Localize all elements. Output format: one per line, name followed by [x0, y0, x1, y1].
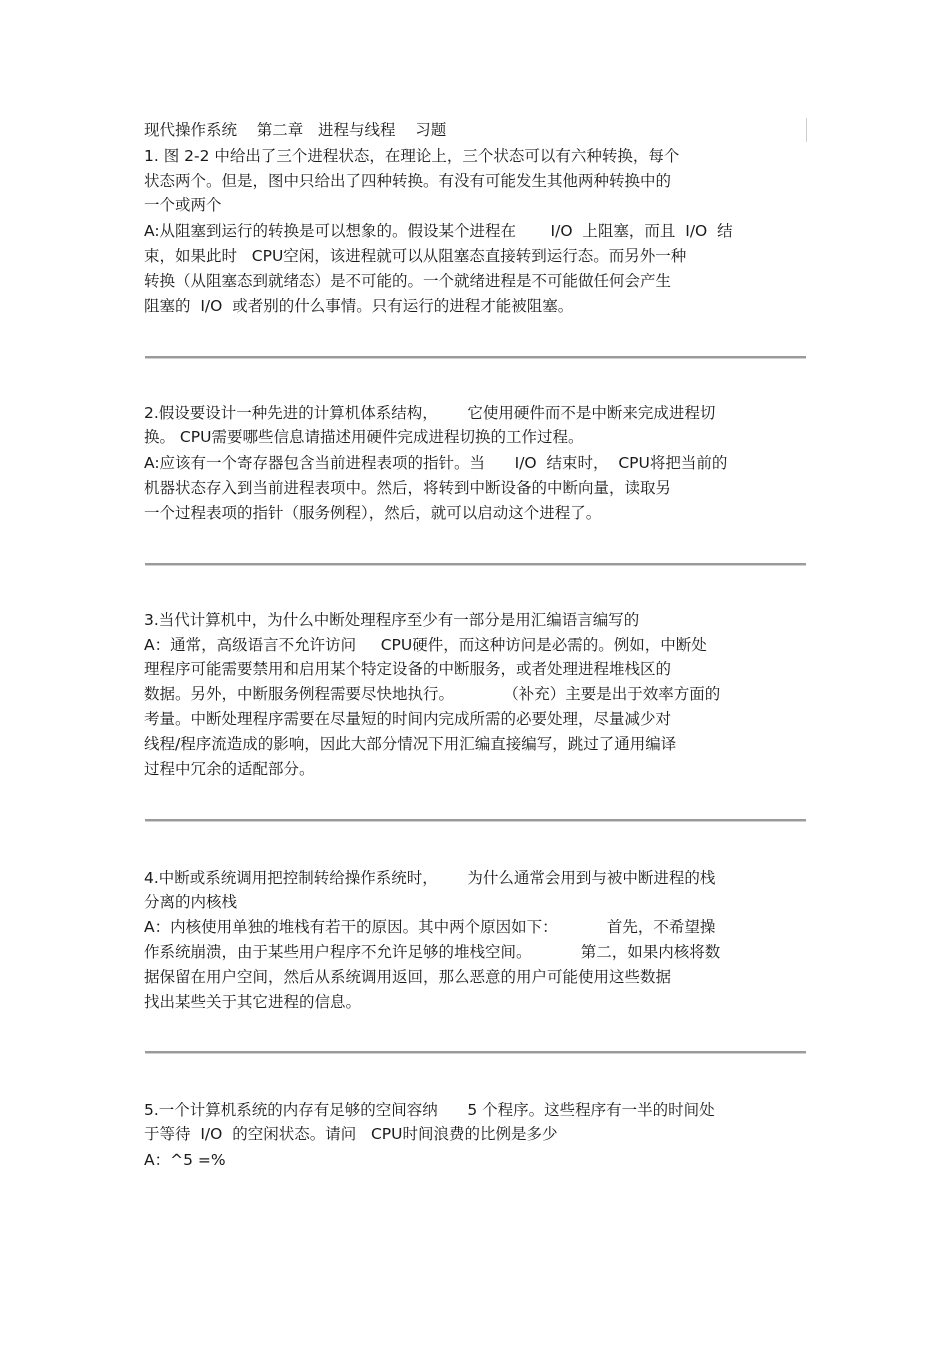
q3-answer-line: 考量。中断处理程序需要在尽量短的时间内完成所需的必要处理，尽量减少对	[144, 710, 672, 728]
q3-answer-line: A：通常，高级语言不允许访问 CPU硬件，而这种访问是必需的。例如，中断处	[144, 636, 707, 654]
document-title: 现代操作系统 第二章 进程与线程 习题	[144, 121, 447, 139]
q1-question-line: 一个或两个	[144, 196, 222, 214]
q1-answer-line: 转换（从阻塞态到就绪态）是不可能的。一个就绪进程是不可能做任何会产生	[144, 272, 672, 290]
q4-answer-line: 作系统崩溃，由于某些用户程序不允许足够的堆栈空间。 第二，如果内核将数	[144, 943, 721, 961]
q2-question-line: 换。 CPU需要哪些信息请描述用硬件完成进程切换的工作过程。	[144, 428, 584, 446]
q3-answer-line: 过程中冗余的适配部分。	[144, 760, 315, 778]
q4-answer-line: 据保留在用户空间，然后从系统调用返回，那么恶意的用户可能使用这些数据	[144, 968, 672, 986]
q5-question-line: 于等待 I/O 的空闲状态。请问 CPU时间浪费的比例是多少	[144, 1125, 558, 1143]
q4-answer-line: 找出某些关于其它进程的信息。	[144, 993, 362, 1011]
section-divider	[145, 563, 806, 565]
q3-answer-line: 数据。另外，中断服务例程需要尽快地执行。 （补充）主要是出于效率方面的	[144, 685, 721, 703]
q2-question-line: 2.假设要设计一种先进的计算机体系结构， 它使用硬件而不是中断来完成进程切	[144, 404, 716, 422]
q1-answer-line: 阻塞的 I/O 或者别的什么事情。只有运行的进程才能被阻塞。	[144, 297, 574, 315]
q3-answer-line: 理程序可能需要禁用和启用某个特定设备的中断服务，或者处理进程堆栈区的	[144, 660, 672, 678]
q3-question-line: 3.当代计算机中，为什么中断处理程序至少有一部分是用汇编语言编写的	[144, 611, 640, 629]
q1-question-line: 状态两个。但是，图中只给出了四种转换。有没有可能发生其他两种转换中的	[144, 172, 672, 190]
q2-answer-line: 机器状态存入到当前进程表项中。然后，将转到中断设备的中断向量，读取另	[144, 479, 672, 497]
section-divider	[145, 819, 806, 821]
section-divider	[145, 1051, 806, 1053]
q5-question-line: 5.一个计算机系统的内存有足够的空间容纳 5 个程序。这些程序有一半的时间处	[144, 1101, 715, 1119]
q1-answer-line: 束，如果此时 CPU空闲，该进程就可以从阻塞态直接转到运行态。而另外一种	[144, 247, 687, 265]
q4-question-line: 分离的内核栈	[144, 893, 238, 911]
section-divider	[145, 356, 806, 358]
q4-answer-line: A：内核使用单独的堆栈有若干的原因。其中两个原因如下： 首先，不希望操	[144, 918, 716, 936]
q2-answer-line: 一个过程表项的指针（服务例程），然后，就可以启动这个进程了。	[144, 504, 602, 522]
q2-answer-line: A:应该有一个寄存器包含当前进程表项的指针。当 I/O 结束时， CPU将把当前的	[144, 454, 728, 472]
q5-answer-line: A：^5 =%	[144, 1151, 226, 1169]
q4-question-line: 4.中断或系统调用把控制转给操作系统时， 为什么通常会用到与被中断进程的栈	[144, 869, 716, 887]
q1-answer-line: A:从阻塞到运行的转换是可以想象的。假设某个进程在 I/O 上阻塞，而且 I/O 结	[144, 222, 733, 240]
q1-question-line: 1. 图 2-2 中给出了三个进程状态，在理论上，三个状态可以有六种转换，每个	[144, 147, 680, 165]
q3-answer-line: 线程/程序流造成的影响，因此大部分情况下用汇编直接编写，跳过了通用编译	[144, 735, 677, 753]
